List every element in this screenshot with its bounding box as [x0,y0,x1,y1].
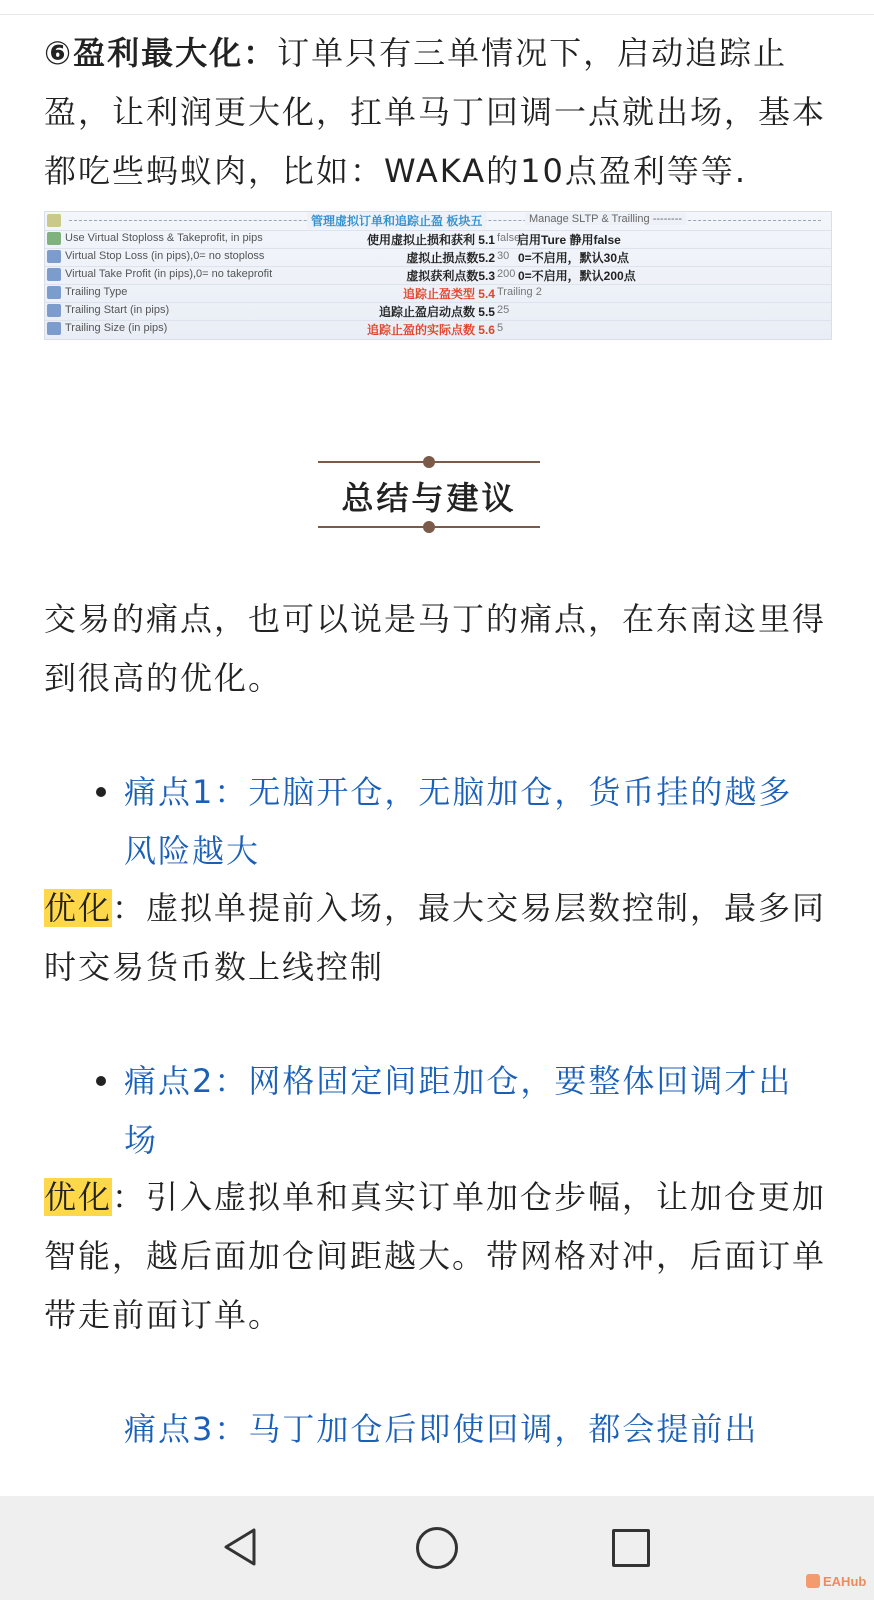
settings-row [45,320,831,338]
home-icon[interactable] [416,1527,458,1569]
variable-icon [47,250,61,263]
watermark-text: EAHub [823,1574,867,1589]
variable-icon [47,322,61,335]
list-item [124,1052,824,1170]
section-heading [318,461,540,531]
variable-icon [47,286,61,299]
settings-table-image [44,211,832,340]
section-dot-top [423,456,435,468]
summary-paragraph: 交易的痛点，也可以说是马丁的痛点，在东南这里得到很高的优化。 [44,600,827,697]
optimization-text: ：虚拟单提前入场，最大交易层数控制，最多同时交易货币数上线控制 [44,889,827,986]
settings-row-label: Trailing Start (in pips) [65,304,170,316]
pain-point-link[interactable]: 痛点1：无脑开仓，无脑加仓，货币挂的越多风险越大 [124,773,793,870]
article-content [44,24,830,340]
settings-row-cn: 虚拟获利点数5.3 [406,269,495,283]
pain-point-link[interactable]: 痛点3：马丁加仓后即使回调，都会提前出 [124,1410,759,1448]
watermark [806,1574,866,1589]
variable-icon [47,268,61,281]
settings-row-note: 0=不启用，默认200点 [518,269,636,283]
summary-block [44,590,830,708]
bullet-dot [96,1076,106,1086]
top-divider [0,14,874,15]
settings-row-label: Virtual Take Profit (in pips),0= no takeprofit [65,268,273,280]
settings-row-value: 5 [497,322,504,334]
watermark-logo-icon [806,1574,820,1588]
recents-icon[interactable] [612,1529,650,1567]
intro-text: 订单只有三单情况下，启动追踪止盈，让利润更大化，扛单马丁回调一点就出场，基本都吃些蚂蚁肉，比如：WAKA的10点盈利等等. [44,34,827,190]
optimization-label: 优化 [44,889,113,927]
optimization-text: ：引入虚拟单和真实订单加仓步幅，让加仓更加智能，越后面加仓间距越大。带网格对冲，后面订单带走前面订单。 [44,1178,827,1334]
pain-point-link[interactable]: 痛点2：网格固定间距加仓，要整体回调才出场 [124,1062,793,1159]
settings-row-value: false [497,232,521,244]
settings-row-value: 25 [497,304,510,316]
settings-row [45,230,831,249]
settings-row-label: Trailing Type [65,286,128,298]
settings-row-value: Trailing 2 [497,286,542,298]
settings-row-note: 启用Ture 静用false [517,233,621,247]
list-item [124,1400,824,1496]
settings-row [45,302,831,321]
settings-row [45,266,831,285]
optimization-label: 优化 [44,1178,113,1216]
settings-header-cn: 管理虚拟订单和追踪止盈 板块五 [307,212,486,229]
chart-icon [47,232,61,245]
settings-row-label: Virtual Stop Loss (in pips),0= no stoploss [65,250,265,262]
settings-row [45,284,831,303]
optimization-block [44,1168,830,1345]
settings-header-en: Manage SLTP & Trailling -------- [525,213,686,225]
settings-row-value: 30 [497,250,510,262]
settings-header-icon [47,214,61,227]
settings-row-cn: 追踪止盈的实际点数 5.6 [366,323,495,337]
settings-row-value: 200 [497,268,516,280]
settings-row-label: Trailing Size (in pips) [65,322,168,334]
intro-paragraph [44,24,830,201]
settings-row-note: 0=不启用，默认30点 [518,251,630,265]
section-dot-bottom [423,521,435,533]
settings-header-row [45,212,831,231]
settings-row-label: Use Virtual Stoploss & Takeprofit, in pips [65,232,263,244]
bullet-dot [96,787,106,797]
settings-row-cn: 追踪止盈启动点数 5.5 [378,305,495,319]
settings-row [45,248,831,267]
settings-row-cn: 追踪止盈类型 5.4 [402,287,495,301]
list-item [124,763,824,881]
variable-icon [47,304,61,317]
section-title: 总结与建议 [341,479,517,517]
optimization-block [44,879,830,997]
settings-row-cn: 虚拟止损点数5.2 [406,251,495,265]
settings-row-cn: 使用虚拟止损和获利 5.1 [366,233,495,247]
intro-heading: ⑥盈利最大化： [44,34,278,72]
back-icon[interactable] [222,1527,258,1567]
